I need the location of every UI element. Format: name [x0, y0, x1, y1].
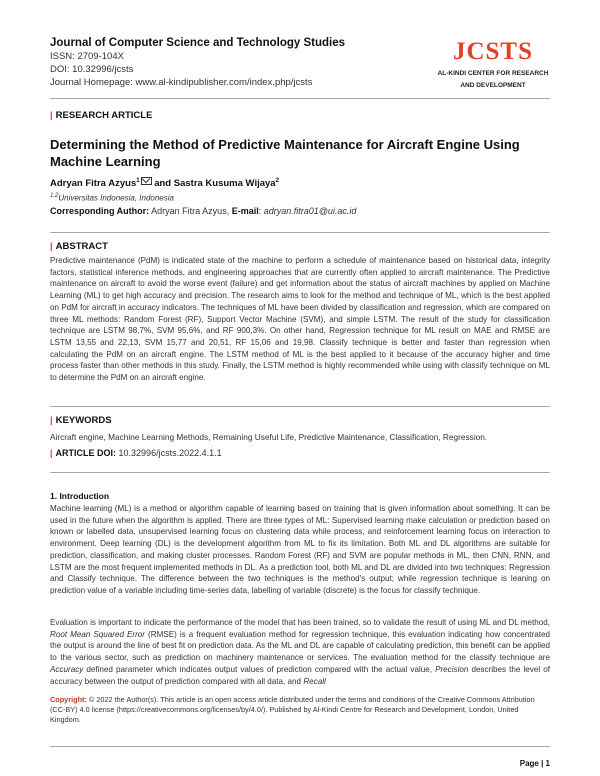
journal-issn: ISSN: 2709-104X	[50, 51, 124, 62]
intro-paragraph-1: Machine learning (ML) is a method or algorithm capable of learning based on training that is given information about something. It can be used in the future when the algorithm is applied. There are three types of ML: Supervised learning make calculation or prediction based on known or labelled data, unsupervised learning focus on clustering data while process, and reinforcement learning focus on interaction to environment. Deep learning (DL) is the development algorithm from ML to fix its limitation. Both ML and DL algorithms are suitable for prediction, classification, and making cluster processes. Random Forest (RF) and SVM are popular methods in ML, then CNN, RNN, and LSTM are the most frequent implemented methods in DL. As a prediction tool, both ML and DL are divided into two techniques: Regression and Classify technique. The difference between the two techniques is the method's output; while regression technique is leaning on prediction value of a variable including time-series data, labelling of variable (discrete) is the focus for classify technique.	[50, 504, 550, 595]
email-colon: :	[258, 206, 264, 216]
keywords-heading	[50, 415, 112, 427]
intro-p2-c: defined parameter which indicates output values of prediction compared with the actual value,	[83, 664, 436, 674]
journal-doi: DOI: 10.32996/jcsts	[50, 64, 134, 75]
keywords-divider	[50, 406, 550, 407]
abstract-text: Predictive maintenance (PdM) is indicated state of the machine to perform a schedule of maintenance based on historical data, integrity factors, statistical inference methods, and engineering approaches that are currently often applied to aircraft maintenance. The Predictive maintenance on aircraft to avoid the worse event (failure) and get information about the status of aircraft machines by applied on Machine Learning (ML) to get high accuracy and precision. The research aims to look for the method and technique of ML, which is the best applied on PdM for aircraft in accuracy indicators. The techniques of ML have been divided by classification and regression, which are compared on three ML methods: Random Forest (RF), Support Vector Machine (SVM), and simple LSTM. The result of the study for classification technique are LSTM 98,7%, SVM 95,6%, and RF 900,3%. On other hand, Regression technique for ML result on MAE and RMSE are LSTM 13,55 and 22,13, SVM 15,77 and 20,51, RF 15,06 and 19,98. Classify technique is better and faster than regression when calculating the PdM on an aircraft engine. The LSTM method of ML is the best applied to it because of the accuracy higher and time process faster than other methods in this study. Finally, the LSTM method is highly recommended while using with classify technique on ML to determine the PdM on an aircraft engine.	[50, 256, 550, 383]
section-bar-icon: |	[50, 241, 53, 252]
introduction-heading: 1. Introduction	[50, 491, 110, 501]
journal-name: Journal of Computer Science and Technology Studies	[50, 37, 345, 49]
keywords-text: Aircraft engine, Machine Learning Methods, Remaining Useful Life, Predictive Maintenance, Classification, Regression.	[50, 432, 488, 442]
mail-icon[interactable]	[141, 177, 152, 185]
intro-p2-rmse: Root Mean Squared Error	[50, 629, 146, 639]
journal-homepage[interactable]: Journal Homepage: www.al-kindipublisher.com/index.php/jcsts	[50, 77, 313, 88]
copyright-label: Copyright:	[50, 695, 87, 704]
email-label: E-mail	[231, 206, 259, 216]
article-doi	[50, 448, 222, 458]
author-2: Sastra Kusuma Wijaya	[173, 178, 276, 189]
logo-subtitle-1: AL-KINDI CENTER FOR RESEARCH	[437, 70, 549, 77]
author-2-sup: 2	[275, 177, 279, 184]
author-line	[50, 177, 279, 189]
article-doi-value[interactable]: 10.32996/jcsts.2022.4.1.1	[116, 448, 222, 458]
author-1-sup: 1	[136, 177, 140, 184]
footer-divider	[50, 746, 550, 747]
email-link[interactable]: adryan.fitra01@ui.ac.id	[263, 206, 357, 216]
copyright-text: © 2022 the Author(s). This article is an open access article distributed under the terms and conditions of the Creative Commons Attribution (CC-BY) 4.0 license (https://creativecommons.org/licenses/by/4.0/). Published by Al-Kindi Centre for Research and Development, London, United Kingdom.	[50, 695, 535, 724]
affiliation-sup: 1,2	[50, 193, 59, 199]
section-bar-icon: |	[50, 415, 53, 426]
article-doi-label: ARTICLE DOI:	[55, 448, 117, 458]
corr-name: Adryan Fitra Azyus,	[149, 206, 232, 216]
journal-header	[50, 36, 430, 89]
logo-subtitle-2: AND DEVELOPMENT	[460, 82, 526, 89]
page-number: Page | 1	[519, 759, 550, 768]
publisher-logo	[418, 38, 568, 90]
header-divider	[50, 98, 550, 99]
article-type-label: RESEARCH ARTICLE	[55, 110, 153, 121]
abstract-divider	[50, 232, 550, 233]
intro-p2-a: Evaluation is important to indicate the performance of the model that has been trained, so to validate the result of using ML and DL method,	[50, 618, 550, 627]
intro-p2-b: (RMSE) is a frequent evaluation method for regression technique, this evaluation indicating how concentrated the output is around the line of best fit on prediction data. As the ML and DL are capable of calculating prediction, this benefit can be applied to the various sector, such as prediction on machinery maintenance or services. The evaluation method for the classify technique are	[50, 629, 550, 663]
abstract-heading-label: ABSTRACT	[55, 241, 108, 252]
affiliation-line	[50, 193, 174, 203]
intro-p2-d: describes the level of accuracy between the output of prediction compared with all data, and	[50, 664, 550, 686]
paper-title: Determining the Method of Predictive Maintenance for Aircraft Engine Using Machine Learning	[50, 137, 520, 169]
author-connector: and	[151, 178, 174, 189]
corresponding-author	[50, 206, 356, 216]
affiliation: Universitas Indonesia, Indonesia	[58, 193, 174, 203]
intro-p2-recall: Recall	[303, 676, 326, 686]
author-1: Adryan Fitra Azyus	[50, 178, 137, 189]
abstract-heading	[50, 241, 108, 253]
corr-label: Corresponding Author:	[50, 206, 150, 216]
intro-p2-precision: Precision	[435, 664, 469, 674]
keywords-heading-label: KEYWORDS	[55, 415, 112, 426]
intro-divider	[50, 472, 550, 473]
intro-p2-accuracy: Accuracy	[50, 664, 84, 674]
copyright-note	[50, 695, 540, 725]
intro-paragraph-2	[50, 617, 550, 687]
section-bar-icon: |	[50, 110, 53, 121]
article-type	[50, 110, 152, 122]
logo-mark: JCSTS	[452, 38, 534, 65]
section-bar-icon: |	[50, 448, 53, 458]
